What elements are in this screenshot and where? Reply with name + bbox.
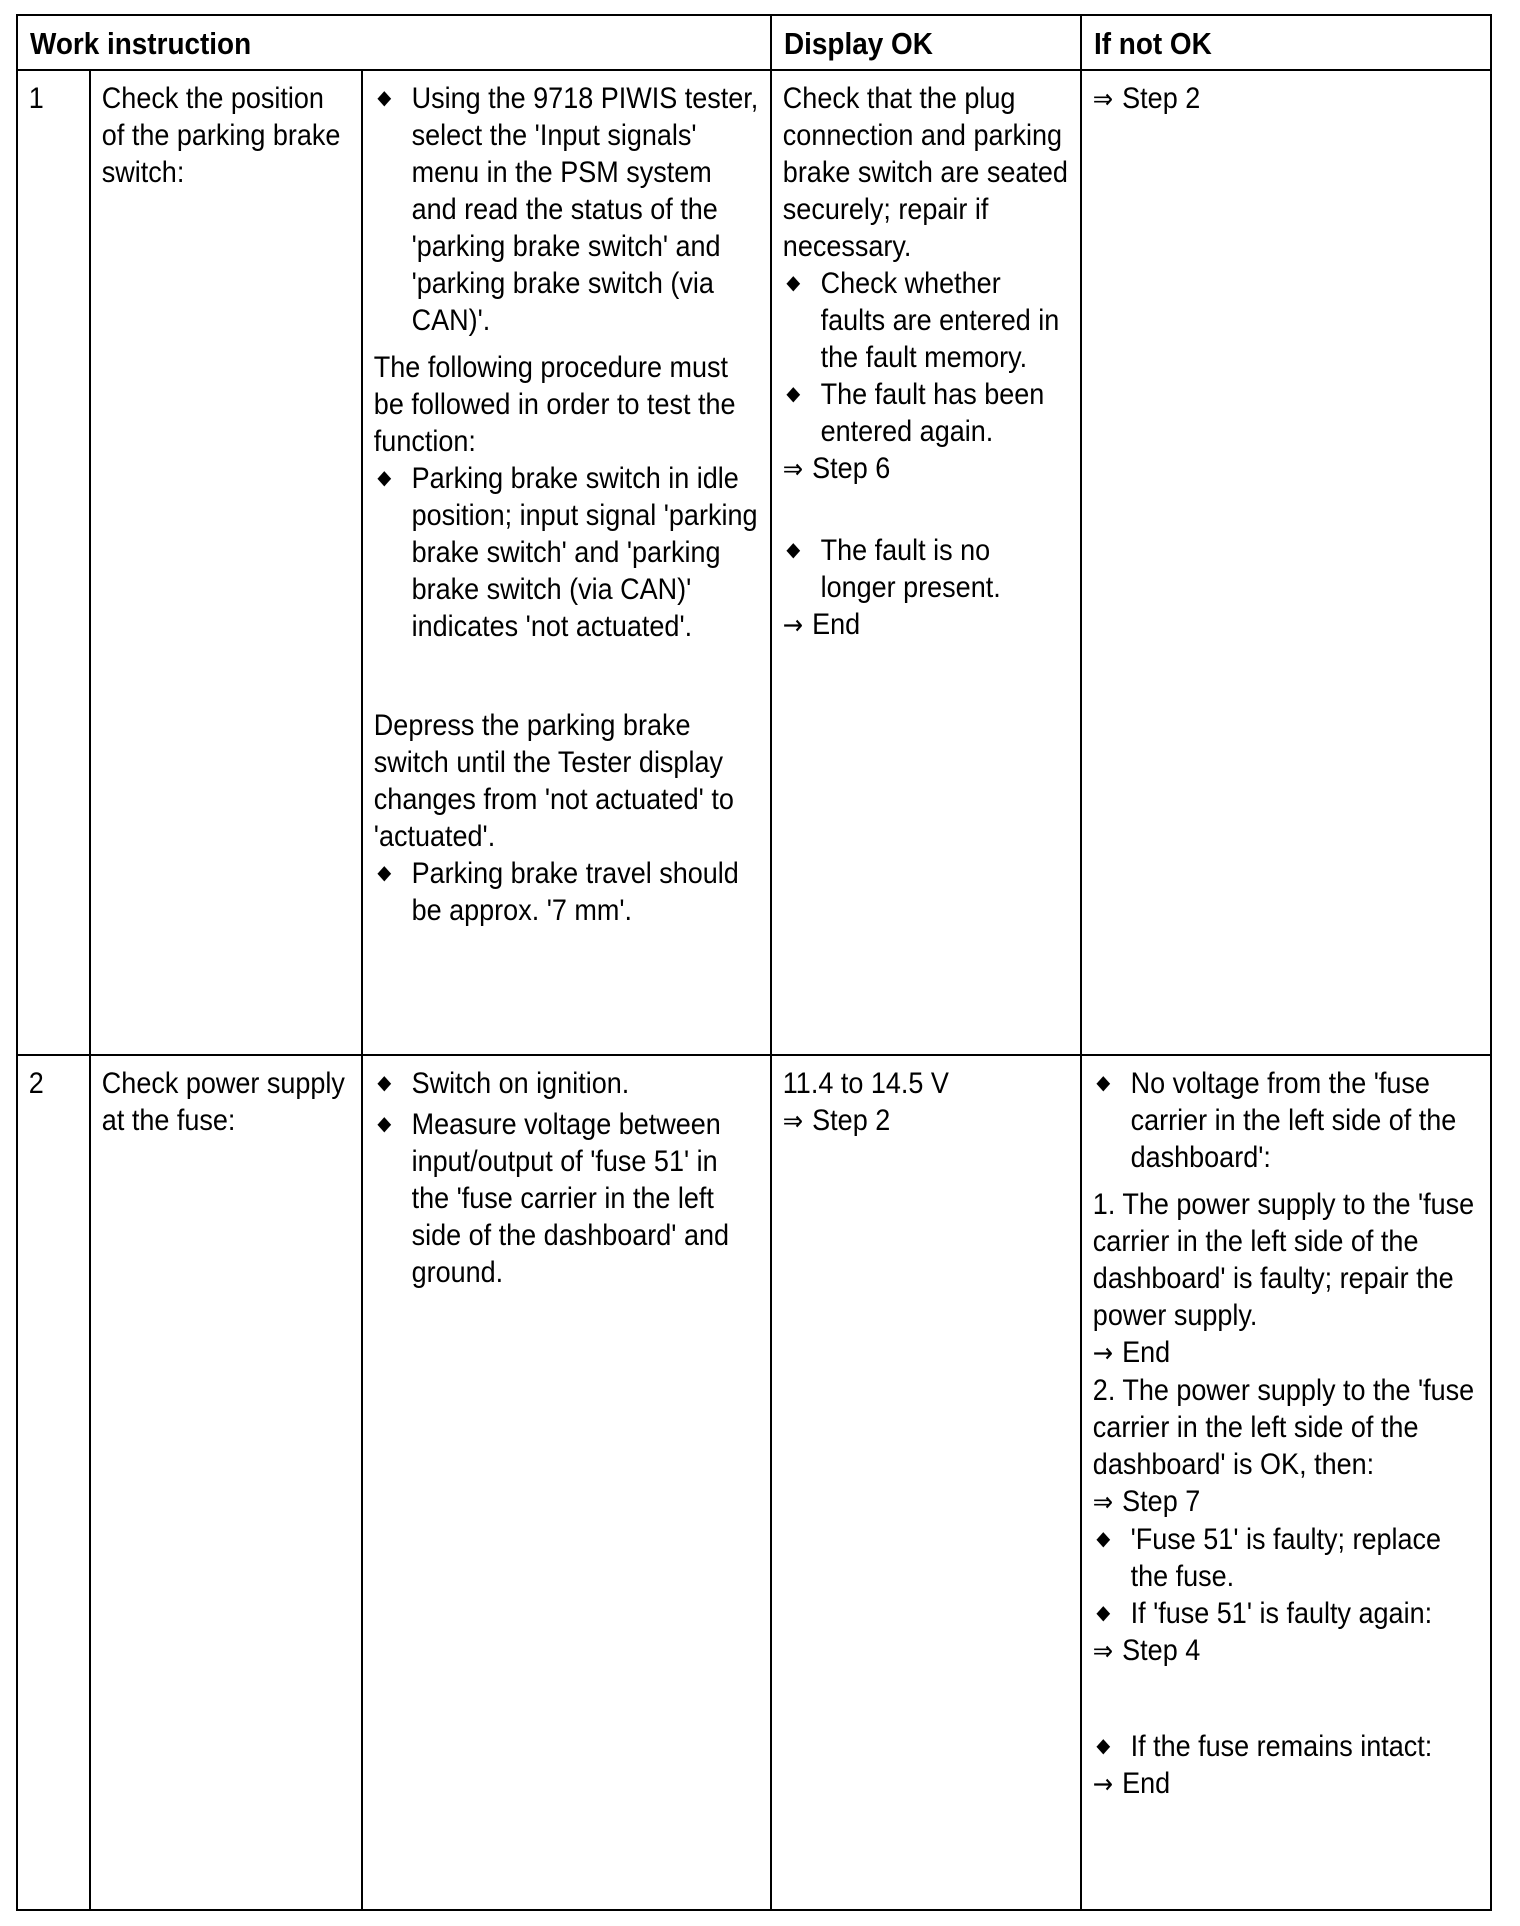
row-1-number-cell (17, 70, 90, 1055)
row-1-display-ok-end-1: End (812, 608, 861, 641)
row-2-instruction-bullet-1: Switch on ignition. (411, 1067, 630, 1100)
row-1-instruction-para-2: Depress the parking brake switch until the Tester display changes from 'not actuated' to 'actuated'. (373, 709, 734, 853)
diamond-bullet-icon: ◆ (377, 467, 392, 489)
row-1-instruction-bullet-3: Parking brake travel should be approx. '7 mm'. (411, 857, 739, 927)
row-2-if-not-ok-bullet-2: 'Fuse 51' is faulty; replace the fuse. (1130, 1523, 1442, 1593)
row-1-instruction-cell (362, 70, 771, 1055)
row-2-if-not-ok-step-line-1 (1093, 1483, 1481, 1521)
row-1-if-not-ok-cell (1081, 70, 1491, 1055)
arrow-right-icon: → (782, 610, 804, 641)
row-1-instruction-bullet-2: Parking brake switch in idle position; input signal 'parking brake switch' and 'parking brake switch (via CAN)' indicates 'not actuated'. (411, 462, 758, 643)
row-2-instruction-bullet-2: Measure voltage between input/output of 'fuse 51' in the 'fuse carrier in the left side of the dashboard' and ground. (411, 1108, 730, 1289)
list-item (374, 1106, 761, 1291)
table-row-2 (17, 1055, 1491, 1910)
list-item (1093, 1065, 1481, 1176)
row-2-if-not-ok-end-1: End (1122, 1336, 1171, 1369)
list-item (783, 265, 1071, 376)
diamond-bullet-icon: ◆ (377, 87, 392, 109)
work-instruction-table (16, 14, 1492, 1911)
arrow-right-icon: → (1092, 1338, 1114, 1369)
row-2-instruction-cell (362, 1055, 771, 1910)
row-1-instruction-bullet-1: Using the 9718 PIWIS tester, select the 'Input signals' menu in the PSM system and read the status of the 'parking brake switch' and 'parking brake switch (via CAN)'. (411, 82, 759, 337)
row-1-display-ok-bullet-2: The fault has been entered again. (820, 378, 1045, 448)
diamond-bullet-icon: ◆ (1096, 1735, 1111, 1757)
row-1-display-ok-para-1: Check that the plug connection and parking brake switch are seated securely; repair if necessary. (782, 82, 1068, 263)
diamond-bullet-icon: ◆ (377, 1072, 392, 1094)
diamond-bullet-icon: ◆ (1096, 1072, 1111, 1094)
row-1-display-ok-bullet-3: The fault is no longer present. (820, 534, 1001, 604)
row-2-number: 2 (28, 1067, 44, 1100)
double-arrow-right-icon: ⇒ (782, 1106, 804, 1137)
diamond-bullet-icon: ◆ (1096, 1602, 1111, 1624)
diamond-bullet-icon: ◆ (786, 539, 801, 561)
row-2-if-not-ok-item-1: 1. The power supply to the 'fuse carrier in the left side of the dashboard' is faulty; repair the power supply. (1092, 1188, 1475, 1332)
row-2-display-ok-voltage: 11.4 to 14.5 V (782, 1067, 949, 1100)
row-2-title: Check power supply at the fuse: (101, 1067, 345, 1137)
list-item (1093, 1595, 1481, 1632)
diamond-bullet-icon: ◆ (786, 383, 801, 405)
diamond-bullet-icon: ◆ (377, 1113, 392, 1135)
list-item (1093, 1728, 1481, 1765)
double-arrow-right-icon: ⇒ (1092, 84, 1114, 115)
list-item (374, 1065, 761, 1102)
header-work-instruction (17, 15, 771, 70)
row-1-title-cell (90, 70, 362, 1055)
row-2-if-not-ok-end-line-1 (1093, 1334, 1481, 1372)
row-2-display-ok-cell (771, 1055, 1081, 1910)
row-2-number-cell (17, 1055, 90, 1910)
list-item (374, 80, 761, 339)
row-1-instruction-para-1: The following procedure must be followed in order to test the function: (373, 351, 736, 458)
row-1-display-ok-end-line (783, 606, 1071, 644)
diamond-bullet-icon: ◆ (377, 862, 392, 884)
table-row-1 (17, 70, 1491, 1055)
diamond-bullet-icon: ◆ (1096, 1528, 1111, 1550)
list-item (783, 376, 1071, 450)
row-1-number: 1 (28, 82, 44, 115)
row-2-if-not-ok-step-1: Step 7 (1122, 1485, 1201, 1518)
list-item (783, 532, 1071, 606)
double-arrow-right-icon: ⇒ (1092, 1487, 1114, 1518)
row-1-if-not-ok-step-1: Step 2 (1122, 82, 1201, 115)
double-arrow-right-icon: ⇒ (1092, 1636, 1114, 1667)
header-work-instruction-label: Work instruction (30, 26, 252, 61)
row-2-if-not-ok-cell (1081, 1055, 1491, 1910)
row-2-if-not-ok-bullet-3: If 'fuse 51' is faulty again: (1130, 1597, 1433, 1630)
row-1-display-ok-step-1: Step 6 (812, 452, 891, 485)
header-display-ok (771, 15, 1081, 70)
row-1-display-ok-cell (771, 70, 1081, 1055)
row-2-if-not-ok-step-2: Step 4 (1122, 1634, 1201, 1667)
row-2-if-not-ok-bullet-1: No voltage from the 'fuse carrier in the left side of the dashboard': (1130, 1067, 1457, 1174)
row-1-display-ok-bullet-1: Check whether faults are entered in the fault memory. (820, 267, 1060, 374)
row-1-if-not-ok-step-line (1093, 80, 1481, 118)
header-display-ok-label: Display OK (784, 26, 933, 61)
row-2-title-cell (90, 1055, 362, 1910)
list-item (1093, 1521, 1481, 1595)
diamond-bullet-icon: ◆ (786, 272, 801, 294)
row-2-display-ok-step-1: Step 2 (812, 1104, 891, 1137)
row-1-display-ok-step-line (783, 450, 1071, 488)
row-2-if-not-ok-item-2: 2. The power supply to the 'fuse carrier in the left side of the dashboard' is OK, then: (1092, 1374, 1475, 1481)
row-1-title: Check the position of the parking brake switch: (101, 82, 341, 189)
row-2-if-not-ok-step-line-2 (1093, 1632, 1481, 1670)
row-2-if-not-ok-end-2: End (1122, 1767, 1171, 1800)
header-row (17, 15, 1491, 70)
list-item (374, 460, 761, 645)
list-item (374, 855, 761, 929)
double-arrow-right-icon: ⇒ (782, 454, 804, 485)
row-2-if-not-ok-bullet-4: If the fuse remains intact: (1130, 1730, 1433, 1763)
header-if-not-ok (1081, 15, 1491, 70)
row-2-if-not-ok-end-line-2 (1093, 1765, 1481, 1803)
row-2-display-ok-step-line (783, 1102, 1071, 1140)
header-if-not-ok-label: If not OK (1094, 26, 1212, 61)
arrow-right-icon: → (1092, 1769, 1114, 1800)
